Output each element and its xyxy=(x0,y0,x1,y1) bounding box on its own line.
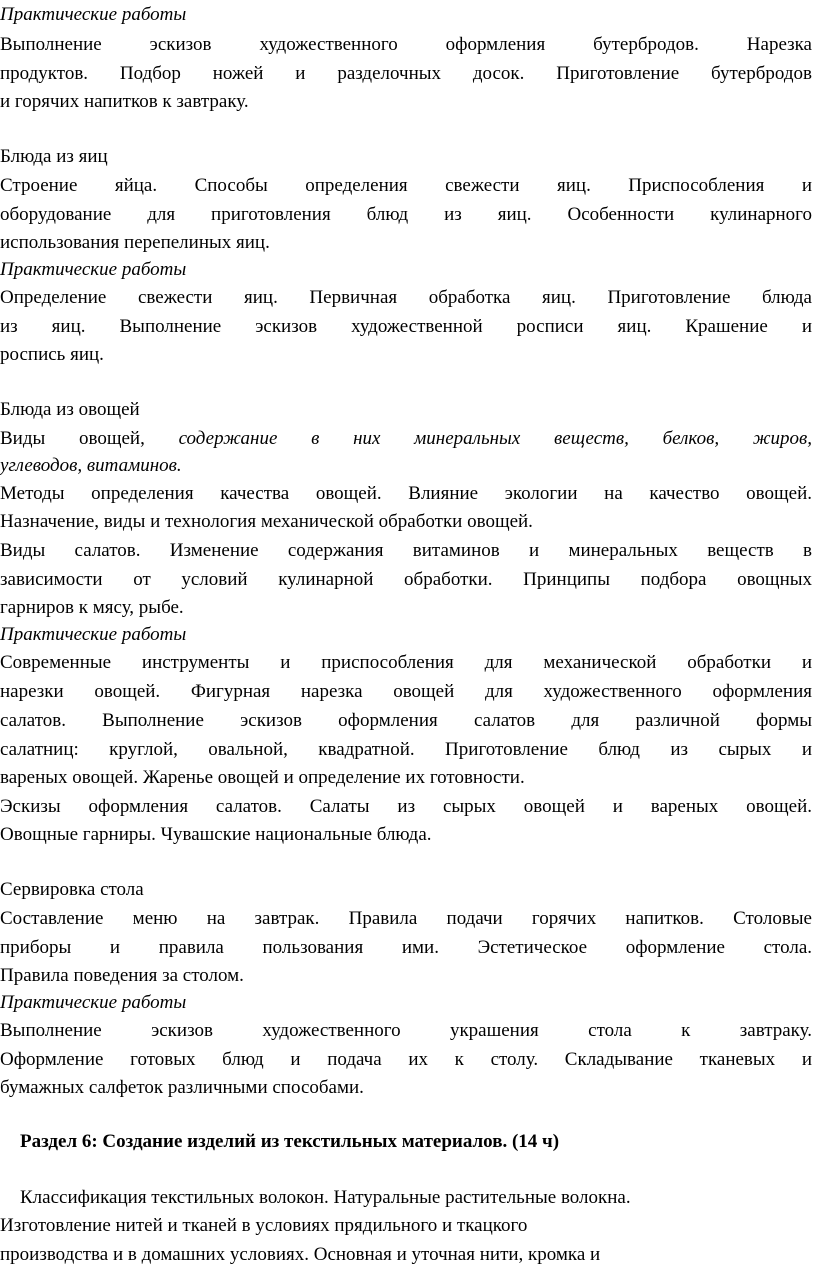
paragraph-line: приборы и правила пользования ими. Эстетическое оформление стола. xyxy=(0,937,812,958)
paragraph-line: Правила поведения за столом. xyxy=(0,965,244,986)
paragraph-line: зависимости от условий кулинарной обработки. Принципы подбора овощных xyxy=(0,569,812,590)
subheading-practical-4: Практические работы xyxy=(0,992,187,1013)
mixed-italic-text: содержание в них минеральных веществ, белков, жиров, xyxy=(178,428,812,449)
paragraph-line: оборудование для приготовления блюд из яиц. Особенности кулинарного xyxy=(0,204,812,225)
paragraph-line: Классификация текстильных волокон. Натуральные растительные волокна. xyxy=(20,1187,631,1208)
subheading-practical-2: Практические работы xyxy=(0,259,187,280)
paragraph-line: углеводов, витаминов. xyxy=(0,455,182,476)
paragraph-line: и горячих напитков к завтраку. xyxy=(0,91,249,112)
subheading-practical-3: Практические работы xyxy=(0,624,187,645)
paragraph-line: нарезки овощей. Фигурная нарезка овощей для художественного оформления xyxy=(0,681,812,702)
paragraph-line: Строение яйца. Способы определения свежести яиц. Приспособления и xyxy=(0,175,812,196)
paragraph-line: использования перепелиных яиц. xyxy=(0,232,270,253)
paragraph-line: производства и в домашних условиях. Основная и уточная нити, кромка и xyxy=(0,1244,601,1265)
paragraph-line: Выполнение эскизов художественного оформления бутербродов. Нарезка xyxy=(0,34,812,55)
paragraph-line: Современные инструменты и приспособления для механической обработки и xyxy=(0,652,812,673)
paragraph-line: продуктов. Подбор ножей и разделочных досок. Приготовление бутербродов xyxy=(0,63,812,84)
paragraph-line: Виды салатов. Изменение содержания витаминов и минеральных веществ в xyxy=(0,540,812,561)
paragraph-line: из яиц. Выполнение эскизов художественной росписи яиц. Крашение и xyxy=(0,316,812,337)
paragraph-line: гарниров к мясу, рыбе. xyxy=(0,597,184,618)
paragraph-line: вареных овощей. Жаренье овощей и определение их готовности. xyxy=(0,767,525,788)
subheading-practical-1: Практические работы xyxy=(0,4,187,25)
paragraph-line: Определение свежести яиц. Первичная обработка яиц. Приготовление блюда xyxy=(0,287,812,308)
paragraph-line-mixed xyxy=(0,426,812,452)
paragraph-line: Эскизы оформления салатов. Салаты из сырых овощей и вареных овощей. xyxy=(0,796,812,817)
section-heading-eggs: Блюда из яиц xyxy=(0,146,108,167)
paragraph-line: Выполнение эскизов художественного украшения стола к завтраку. xyxy=(0,1020,812,1041)
paragraph-line: роспись яиц. xyxy=(0,344,104,365)
paragraph-line: Назначение, виды и технология механической обработки овощей. xyxy=(0,511,533,532)
section-heading-vegetables: Блюда из овощей xyxy=(0,399,140,420)
paragraph-line: салатниц: круглой, овальной, квадратной. Приготовление блюд из сырых и xyxy=(0,739,812,760)
section-title-6: Раздел 6: Создание изделий из текстильных материалов. (14 ч) xyxy=(20,1131,560,1152)
paragraph-line: бумажных салфеток различными способами. xyxy=(0,1077,364,1098)
mixed-normal-text: Виды овощей, xyxy=(0,428,179,449)
paragraph-line: Методы определения качества овощей. Влияние экологии на качество овощей. xyxy=(0,483,812,504)
section-heading-table-setting: Сервировка стола xyxy=(0,879,144,900)
paragraph-line: Овощные гарниры. Чувашские национальные блюда. xyxy=(0,824,432,845)
paragraph-line: салатов. Выполнение эскизов оформления салатов для различной формы xyxy=(0,710,812,731)
paragraph-line: Изготовление нитей и тканей в условиях прядильного и ткацкого xyxy=(0,1215,528,1236)
paragraph-line: Оформление готовых блюд и подача их к столу. Складывание тканевых и xyxy=(0,1049,812,1070)
paragraph-line: Составление меню на завтрак. Правила подачи горячих напитков. Столовые xyxy=(0,908,812,929)
